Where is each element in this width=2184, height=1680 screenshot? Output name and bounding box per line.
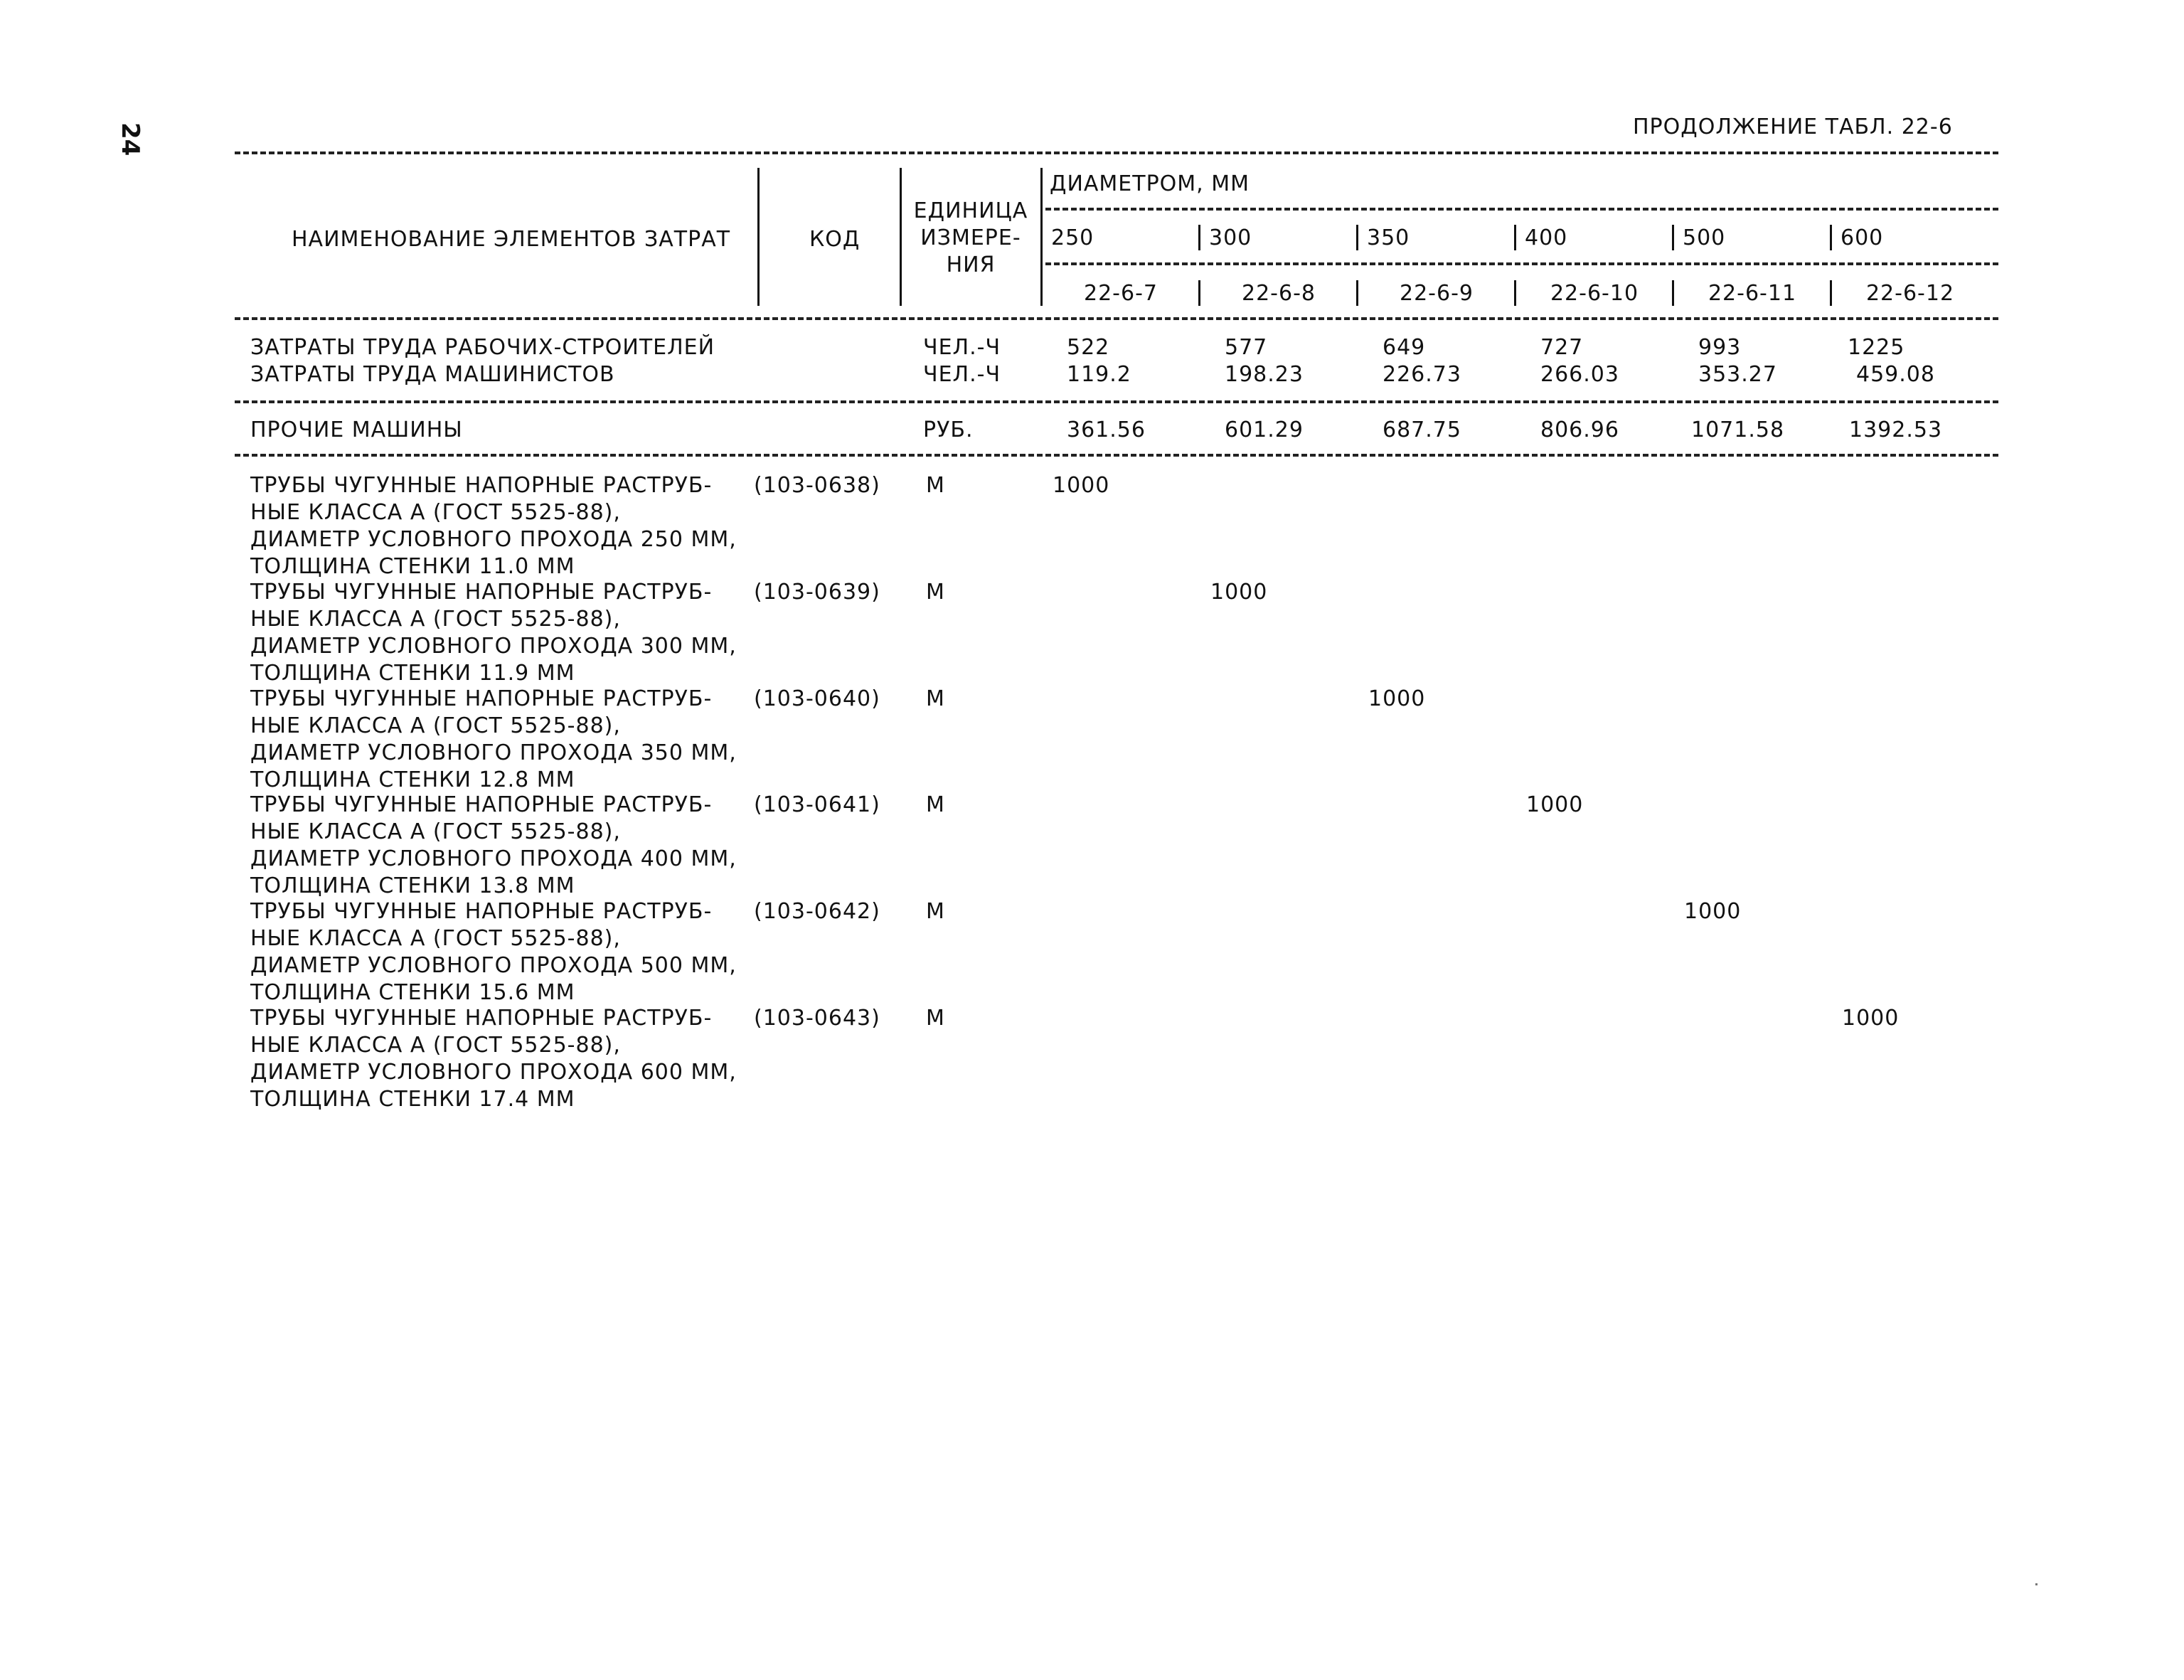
labor-row-value: 577 [1225,335,1268,360]
material-value: 1000 [1053,473,1110,498]
diam-divider-500 [1672,225,1674,250]
material-code: (103-0639) [754,580,880,605]
header-name-col: НАИМЕНОВАНИЕ ЭЛЕМЕНТОВ ЗАТРАТ [292,227,731,252]
material-value: 1000 [1368,686,1426,711]
diameter-500: 500 [1683,225,1726,250]
header-code-col: КОД [809,227,861,252]
diam-divider-400 [1514,225,1516,250]
header-unit-line3: НИЯ [946,252,996,277]
material-name-line: ДИАМЕТР УСЛОВНОГО ПРОХОДА 500 ММ, [250,953,737,978]
code-22-6-9: 22-6-9 [1400,281,1474,306]
header-unit-line2: ИЗМЕРЕ- [920,225,1021,250]
material-unit: М [926,1006,945,1031]
material-code: (103-0641) [754,792,880,817]
labor-row-unit: ЧЕЛ.-Ч [923,335,1001,360]
material-name-line: ДИАМЕТР УСЛОВНОГО ПРОХОДА 300 ММ, [250,634,737,659]
machines-row-name: ПРОЧИЕ МАШИНЫ [250,418,463,442]
diameter-250: 250 [1051,225,1094,250]
labor-row-value: 1225 [1848,335,1905,360]
machines-row-value: 361.56 [1067,418,1146,442]
material-name-line: ТОЛЩИНА СТЕНКИ 17.4 ММ [250,1087,575,1112]
material-value: 1000 [1684,899,1742,924]
diameter-600: 600 [1841,225,1884,250]
machines-row-value: 1071.58 [1691,418,1785,442]
machines-row-value: 806.96 [1540,418,1619,442]
material-unit: М [926,899,945,924]
material-name-line: ДИАМЕТР УСЛОВНОГО ПРОХОДА 250 ММ, [250,527,737,552]
material-code: (103-0640) [754,686,880,711]
material-name-line: НЫЕ КЛАССА А (ГОСТ 5525-88), [250,926,621,951]
labor-row-name: ЗАТРАТЫ ТРУДА МАШИНИСТОВ [250,362,615,387]
material-name-line: ДИАМЕТР УСЛОВНОГО ПРОХОДА 350 ММ, [250,740,737,765]
continuation-title: ПРОДОЛЖЕНИЕ ТАБЛ. 22-6 [1633,115,1953,139]
diam-divider-350 [1356,225,1358,250]
rule-header-mid1 [1045,208,1998,211]
header-divider-2 [900,168,902,306]
code-divider-6 [1830,280,1832,306]
diameter-300: 300 [1209,225,1252,250]
page-number: 24 [116,122,144,156]
material-code: (103-0643) [754,1006,880,1031]
labor-row-name: ЗАТРАТЫ ТРУДА РАБОЧИХ-СТРОИТЕЛЕЙ [250,335,715,360]
code-22-6-11: 22-6-11 [1708,281,1797,306]
material-name-line: ТРУБЫ ЧУГУННЫЕ НАПОРНЫЕ РАСТРУБ- [250,1006,713,1031]
diameter-400: 400 [1525,225,1568,250]
header-unit-line1: ЕДИНИЦА [913,198,1028,223]
code-22-6-10: 22-6-10 [1550,281,1639,306]
code-divider-3 [1356,280,1358,306]
machines-row-value: 1392.53 [1849,418,1943,442]
material-unit: М [926,792,945,817]
material-unit: М [926,686,945,711]
labor-row-value: 353.27 [1698,362,1777,387]
material-name-line: ТРУБЫ ЧУГУННЫЕ НАПОРНЫЕ РАСТРУБ- [250,686,713,711]
header-diameter-label: ДИАМЕТРОМ, ММ [1050,171,1250,196]
rule-header-mid2 [1045,262,1998,265]
machines-row-unit: РУБ. [923,418,974,442]
material-code: (103-0638) [754,473,880,498]
header-divider-1 [757,168,760,306]
labor-row-value: 649 [1383,335,1426,360]
machines-row-value: 601.29 [1225,418,1304,442]
material-name-line: НЫЕ КЛАССА А (ГОСТ 5525-88), [250,713,621,738]
scan-speck [2035,1583,2037,1585]
labor-row-value: 993 [1698,335,1742,360]
code-22-6-12: 22-6-12 [1865,281,1955,306]
header-divider-3 [1040,168,1043,306]
material-name-line: НЫЕ КЛАССА А (ГОСТ 5525-88), [250,819,621,844]
material-code: (103-0642) [754,899,880,924]
labor-row-value: 226.73 [1383,362,1461,387]
material-value: 1000 [1842,1006,1900,1031]
labor-row-value: 198.23 [1225,362,1304,387]
material-name-line: ДИАМЕТР УСЛОВНОГО ПРОХОДА 400 ММ, [250,846,737,871]
material-value: 1000 [1210,580,1268,605]
diam-divider-600 [1830,225,1832,250]
code-divider-4 [1514,280,1516,306]
labor-row-value: 522 [1067,335,1110,360]
labor-row-value: 727 [1540,335,1584,360]
material-name-line: ТРУБЫ ЧУГУННЫЕ НАПОРНЫЕ РАСТРУБ- [250,580,713,605]
material-name-line: ТРУБЫ ЧУГУННЫЕ НАПОРНЫЕ РАСТРУБ- [250,899,713,924]
material-unit: М [926,473,945,498]
diam-divider-300 [1198,225,1200,250]
code-divider-5 [1672,280,1674,306]
labor-row-value: 459.08 [1856,362,1935,387]
material-name-line: НЫЕ КЛАССА А (ГОСТ 5525-88), [250,607,621,632]
diameter-350: 350 [1367,225,1410,250]
material-name-line: ТОЛЩИНА СТЕНКИ 11.0 ММ [250,554,575,579]
code-22-6-8: 22-6-8 [1242,281,1316,306]
material-name-line: ТОЛЩИНА СТЕНКИ 12.8 ММ [250,767,575,792]
material-name-line: ТРУБЫ ЧУГУННЫЕ НАПОРНЫЕ РАСТРУБ- [250,473,713,498]
machines-row-value: 687.75 [1383,418,1461,442]
material-value: 1000 [1526,792,1584,817]
material-name-line: ТОЛЩИНА СТЕНКИ 11.9 ММ [250,661,575,686]
material-name-line: НЫЕ КЛАССА А (ГОСТ 5525-88), [250,1033,621,1058]
material-name-line: ДИАМЕТР УСЛОВНОГО ПРОХОДА 600 ММ, [250,1060,737,1085]
labor-row-value: 119.2 [1067,362,1131,387]
rule-top [235,151,1998,154]
rule-labor-bottom [235,400,1998,403]
labor-row-value: 266.03 [1540,362,1619,387]
material-name-line: ТРУБЫ ЧУГУННЫЕ НАПОРНЫЕ РАСТРУБ- [250,792,713,817]
rule-machines-bottom [235,454,1998,457]
material-name-line: ТОЛЩИНА СТЕНКИ 13.8 ММ [250,873,575,898]
code-divider-2 [1198,280,1200,306]
material-name-line: НЫЕ КЛАССА А (ГОСТ 5525-88), [250,500,621,525]
labor-row-unit: ЧЕЛ.-Ч [923,362,1001,387]
code-22-6-7: 22-6-7 [1084,281,1158,306]
material-name-line: ТОЛЩИНА СТЕНКИ 15.6 ММ [250,980,575,1005]
rule-header-bottom [235,317,1998,320]
material-unit: М [926,580,945,605]
